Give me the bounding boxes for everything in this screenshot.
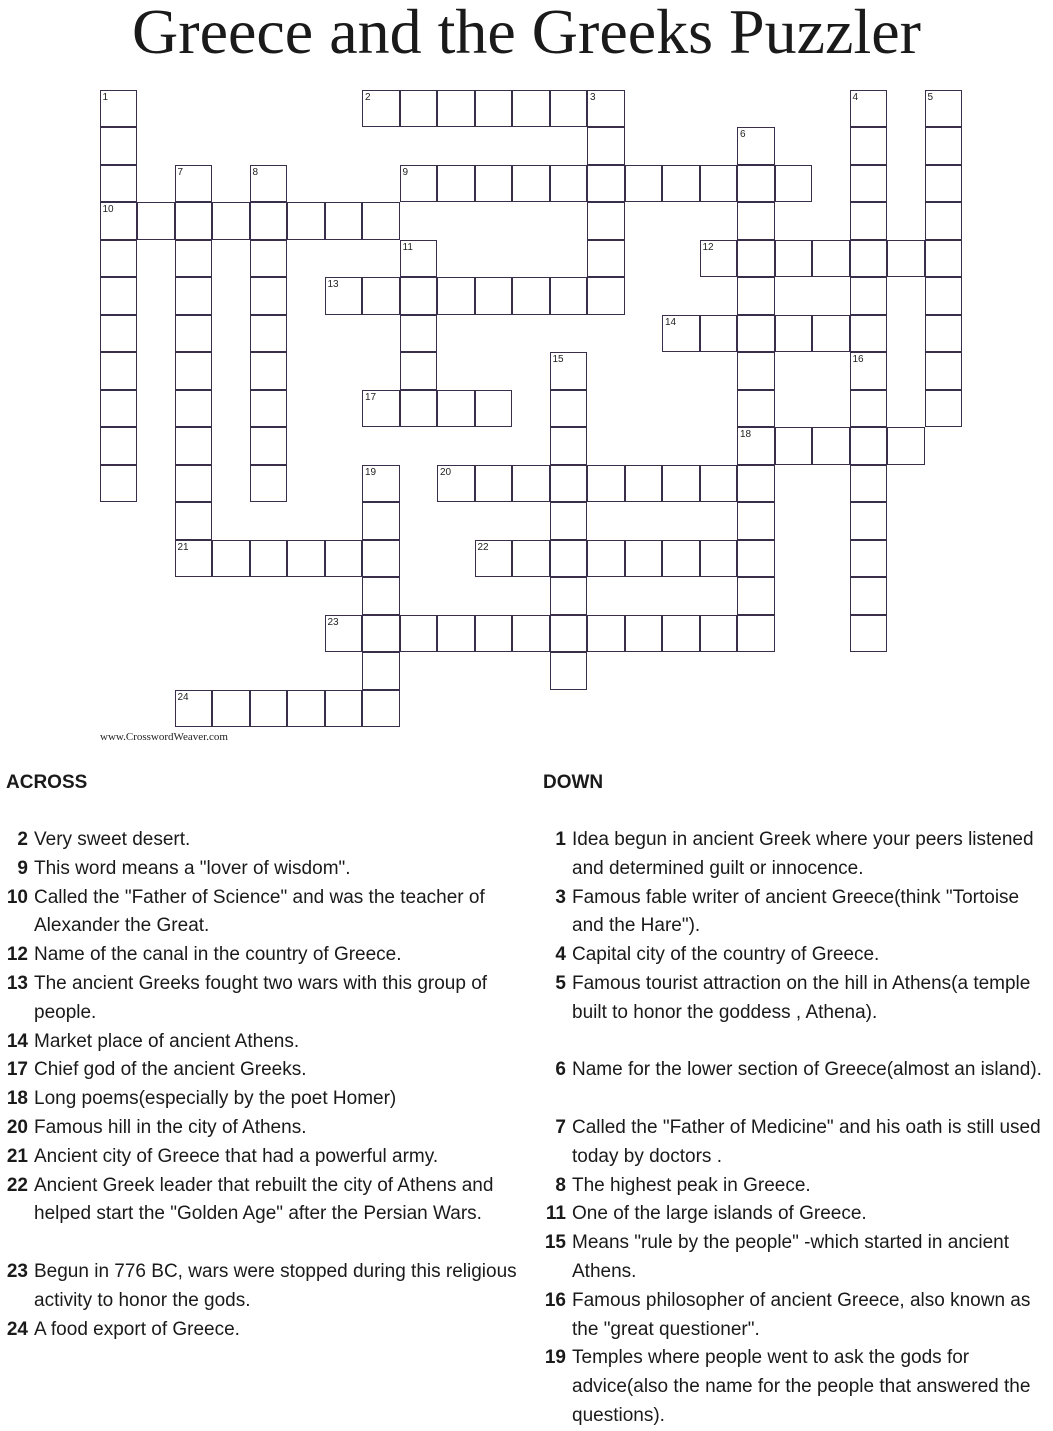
cell-number: 2 [365,91,371,103]
grid-cell[interactable] [550,577,588,615]
clue-number: 20 [6,1117,28,1138]
cell-number: 6 [740,129,746,140]
grid-cell[interactable] [925,240,963,278]
grid-cell[interactable] [100,127,138,165]
grid-cell[interactable] [625,465,663,503]
grid-cell[interactable] [212,540,250,578]
grid-cell[interactable] [850,165,888,203]
grid-cell[interactable] [625,540,663,578]
clue-number: 13 [6,973,28,994]
across-clue [0,1085,520,1114]
grid-cell[interactable] [100,465,138,503]
grid-cell[interactable] [250,465,288,503]
grid-cell[interactable] [287,690,325,728]
grid-cell[interactable] [587,540,625,578]
grid-cell[interactable] [587,202,625,240]
grid-cell[interactable] [512,465,550,503]
clue-number: 8 [555,1174,566,1196]
credit-text: www.CrosswordWeaver.com [100,731,228,743]
grid-cell[interactable] [850,577,888,615]
grid-cell[interactable] [662,465,700,503]
clue-number: 22 [6,1174,28,1196]
grid-cell[interactable] [625,165,663,203]
clue-text: Ancient city of Greece that had a powerful army. [34,1145,439,1167]
clue-text: Famous tourist attraction on the hill in Athens(a temple built to honor the goddess , Athena). [572,973,1031,1023]
grid-cell[interactable] [775,315,813,353]
grid-cell[interactable] [737,352,775,390]
grid-cell[interactable] [737,315,775,353]
clue-text: Called the "Father of Science" and was the teacher of Alexander the Great. [34,886,485,937]
grid-cell[interactable] [925,352,963,390]
grid-cell[interactable] [325,690,363,728]
clue-text: Name of the canal in the country of Greece. [34,944,402,966]
grid-cell[interactable] [437,165,475,203]
grid-cell[interactable] [437,277,475,315]
grid-cell[interactable] [400,277,438,315]
clue-text: Market place of ancient Athens. [34,1030,300,1052]
cell-number: 15 [552,354,564,365]
cell-number: 7 [177,166,184,178]
grid-cell[interactable] [775,165,813,203]
grid-cell[interactable] [437,90,475,128]
grid-cell[interactable] [175,352,213,390]
clue-text: Capital city of the country of Greece. [572,944,880,966]
cell-number: 1 [102,91,109,103]
grid-cell[interactable] [175,277,213,315]
cell-number: 5 [927,91,934,103]
cell-number: 12 [702,241,714,253]
grid-cell[interactable] [737,615,775,653]
clue-number: 7 [555,1117,566,1138]
grid-cell[interactable] [925,127,963,165]
grid-cell[interactable] [887,240,925,278]
grid-cell[interactable] [587,465,625,503]
clue-number: 17 [6,1059,28,1081]
down-clue [538,970,1053,1056]
grid-cell[interactable] [362,202,400,240]
grid-cell[interactable] [250,690,288,728]
grid-cell[interactable] [100,165,138,203]
down-clue [538,1114,1053,1172]
grid-cell[interactable] [587,127,625,165]
grid-cell[interactable] [737,390,775,428]
grid-cell[interactable] [850,390,888,428]
across-clue [0,826,520,855]
grid-cell[interactable] [925,277,963,315]
grid-cell[interactable] [700,615,738,653]
clue-text: Temples where people went to ask the gods for advice(also the name for the people that answered the questions). [572,1347,1031,1426]
across-clue [0,1143,520,1172]
cell-number: 9 [402,166,409,178]
grid-cell[interactable] [700,540,738,578]
grid-cell[interactable] [137,202,175,240]
grid-cell[interactable] [250,315,288,353]
grid-cell[interactable] [212,202,250,240]
across-clue [0,1028,520,1057]
grid-cell[interactable] [175,465,213,503]
cell-number: 20 [440,466,452,478]
across-clue [0,855,520,884]
grid-cell[interactable] [250,240,288,278]
across-clue [0,884,520,942]
clue-text: Called the "Father of Medicine" and his oath is still used today by doctors . [572,1117,1041,1167]
page-title: Greece and the Greeks Puzzler [132,0,921,67]
cell-number: 11 [402,241,413,253]
grid-cell[interactable] [550,615,588,653]
grid-cell[interactable] [250,390,288,428]
grid-cell[interactable] [475,465,513,503]
grid-cell[interactable] [587,277,625,315]
grid-cell[interactable] [100,352,138,390]
grid-cell[interactable] [400,315,438,353]
grid-cell[interactable] [437,390,475,428]
grid-cell[interactable] [100,277,138,315]
grid-cell[interactable] [925,202,963,240]
clue-number: 12 [6,944,28,966]
clue-text: Long poems(especially by the poet Homer) [34,1088,397,1110]
clue-number: 9 [17,857,28,879]
grid-cell[interactable] [400,615,438,653]
grid-cell[interactable] [850,540,888,578]
cell-number: 19 [365,466,377,478]
clue-text: Ancient Greek leader that rebuilt the city of Athens and helped start the "Golden Age" after the Persian Wars. [34,1174,494,1225]
cell-number: 8 [252,166,259,178]
grid-cell[interactable] [287,202,325,240]
grid-cell[interactable] [175,502,213,540]
across-clue [0,1056,520,1085]
grid-cell[interactable] [550,90,588,128]
grid-cell[interactable] [175,315,213,353]
clue-text: This word means a "lover of wisdom". [34,857,351,879]
grid-cell[interactable] [850,502,888,540]
clue-number: 10 [6,886,28,908]
grid-cell[interactable] [850,127,888,165]
clue-number: 5 [555,973,566,994]
clue-number: 15 [544,1232,566,1254]
grid-cell[interactable] [100,390,138,428]
clue-number: 2 [17,829,28,850]
grid-cell[interactable] [400,390,438,428]
grid-cell[interactable] [362,577,400,615]
grid-cell[interactable] [212,690,250,728]
across-heading: ACROSS [6,772,88,793]
down-clue [538,1229,1053,1287]
grid-cell[interactable] [175,390,213,428]
grid-cell[interactable] [550,652,588,690]
cell-number: 4 [852,91,859,103]
grid-cell[interactable] [737,502,775,540]
grid-cell[interactable] [587,615,625,653]
grid-cell[interactable] [737,277,775,315]
grid-cell[interactable] [737,577,775,615]
grid-cell[interactable] [550,502,588,540]
grid-cell[interactable] [662,165,700,203]
grid-cell[interactable] [475,390,513,428]
cell-number: 13 [327,279,339,290]
grid-cell[interactable] [812,315,850,353]
grid-cell[interactable] [775,240,813,278]
cell-number: 10 [102,204,114,215]
clue-number: 6 [555,1059,566,1081]
grid-cell[interactable] [550,390,588,428]
clue-text: Chief god of the ancient Greeks. [34,1059,307,1081]
clue-text: Very sweet desert. [34,829,191,850]
grid-cell[interactable] [325,202,363,240]
grid-cell[interactable] [812,240,850,278]
clue-number: 19 [544,1347,566,1369]
grid-cell[interactable] [100,240,138,278]
grid-cell[interactable] [925,390,963,428]
down-clue [538,1200,1053,1229]
clue-number: 14 [6,1030,28,1052]
cell-number: 3 [590,91,596,103]
cell-number: 16 [852,354,864,365]
grid-cell[interactable] [250,352,288,390]
grid-cell[interactable] [925,315,963,353]
clue-number: 3 [555,886,566,908]
clue-number: 23 [6,1261,28,1282]
grid-cell[interactable] [737,240,775,278]
grid-cell[interactable] [100,315,138,353]
grid-cell[interactable] [700,315,738,353]
grid-cell[interactable] [175,202,213,240]
grid-cell[interactable] [475,615,513,653]
grid-cell[interactable] [362,652,400,690]
grid-cell[interactable] [850,202,888,240]
grid-cell[interactable] [850,427,888,465]
grid-cell[interactable] [512,615,550,653]
down-heading: DOWN [543,772,604,793]
grid-cell[interactable] [850,277,888,315]
down-clue [538,1172,1053,1201]
grid-cell[interactable] [362,615,400,653]
cell-number: 17 [365,391,377,403]
grid-cell[interactable] [362,690,400,728]
grid-cell[interactable] [475,90,513,128]
clue-number: 11 [545,1203,566,1225]
grid-cell[interactable] [850,315,888,353]
grid-cell[interactable] [812,427,850,465]
grid-cell[interactable] [850,240,888,278]
grid-cell[interactable] [737,540,775,578]
down-clue [538,826,1053,884]
clue-text: Famous hill in the city of Athens. [34,1117,307,1138]
clue-text: Idea begun in ancient Greek where your peers listened and determined guilt or innocence. [572,829,1034,879]
grid-cell[interactable] [625,615,663,653]
grid-cell[interactable] [737,165,775,203]
grid-cell[interactable] [662,540,700,578]
grid-cell[interactable] [550,465,588,503]
grid-cell[interactable] [400,352,438,390]
grid-cell[interactable] [400,90,438,128]
down-clue [538,1344,1053,1430]
grid-cell[interactable] [850,615,888,653]
clue-text: One of the large islands of Greece. [572,1203,867,1225]
grid-cell[interactable] [250,202,288,240]
grid-cell[interactable] [100,427,138,465]
grid-cell[interactable] [512,165,550,203]
clue-text: Famous fable writer of ancient Greece(think "Tortoise and the Hare"). [572,886,1020,937]
grid-cell[interactable] [662,615,700,653]
cell-number: 21 [177,541,189,553]
grid-cell[interactable] [250,427,288,465]
grid-cell[interactable] [250,277,288,315]
grid-cell[interactable] [587,240,625,278]
across-clue [0,1114,520,1143]
clue-text: The ancient Greeks fought two wars with this group of people. [34,973,488,1023]
grid-cell[interactable] [512,540,550,578]
down-clue [538,1056,1053,1114]
grid-cell[interactable] [362,277,400,315]
across-clue [0,1172,520,1258]
grid-cell[interactable] [887,427,925,465]
grid-cell[interactable] [287,540,325,578]
clue-number: 21 [6,1145,28,1167]
clue-text: Begun in 776 BC, wars were stopped during this religious activity to honor the gods. [34,1261,517,1311]
grid-cell[interactable] [475,277,513,315]
cell-number: 23 [327,616,339,628]
grid-cell[interactable] [175,240,213,278]
down-clue [538,1287,1053,1345]
grid-cell[interactable] [362,502,400,540]
clue-text: A food export of Greece. [34,1318,240,1340]
grid-cell[interactable] [850,465,888,503]
cell-number: 14 [665,316,677,328]
grid-cell[interactable] [550,427,588,465]
cell-number: 22 [477,541,489,553]
clue-number: 16 [544,1289,566,1311]
grid-cell[interactable] [512,90,550,128]
clue-number: 18 [6,1088,28,1110]
grid-cell[interactable] [737,202,775,240]
grid-cell[interactable] [550,165,588,203]
down-clue [538,884,1053,942]
grid-cell[interactable] [550,540,588,578]
grid-cell[interactable] [175,427,213,465]
clue-text: The highest peak in Greece. [572,1174,811,1196]
grid-cell[interactable] [737,465,775,503]
grid-cell[interactable] [775,427,813,465]
across-clue [0,1316,520,1345]
cell-number: 24 [177,691,189,703]
grid-cell[interactable] [512,277,550,315]
clue-number: 24 [6,1318,28,1340]
grid-cell[interactable] [325,540,363,578]
cell-number: 18 [740,429,752,440]
grid-cell[interactable] [550,277,588,315]
grid-cell[interactable] [700,165,738,203]
grid-cell[interactable] [587,165,625,203]
grid-cell[interactable] [250,540,288,578]
grid-cell[interactable] [700,465,738,503]
across-clue [0,941,520,970]
grid-cell[interactable] [925,165,963,203]
clue-text: Name for the lower section of Greece(almost an island). [572,1059,1042,1081]
grid-cell[interactable] [362,540,400,578]
grid-cell[interactable] [437,615,475,653]
clue-number: 4 [555,944,566,966]
across-clue [0,1258,520,1316]
grid-cell[interactable] [475,165,513,203]
clue-text: Means "rule by the people" -which started in ancient Athens. [572,1232,1010,1282]
clue-text: Famous philosopher of ancient Greece, also known as the "great questioner". [572,1289,1031,1340]
clue-number: 1 [555,829,566,850]
down-clue [538,941,1053,970]
across-clue [0,970,520,1028]
